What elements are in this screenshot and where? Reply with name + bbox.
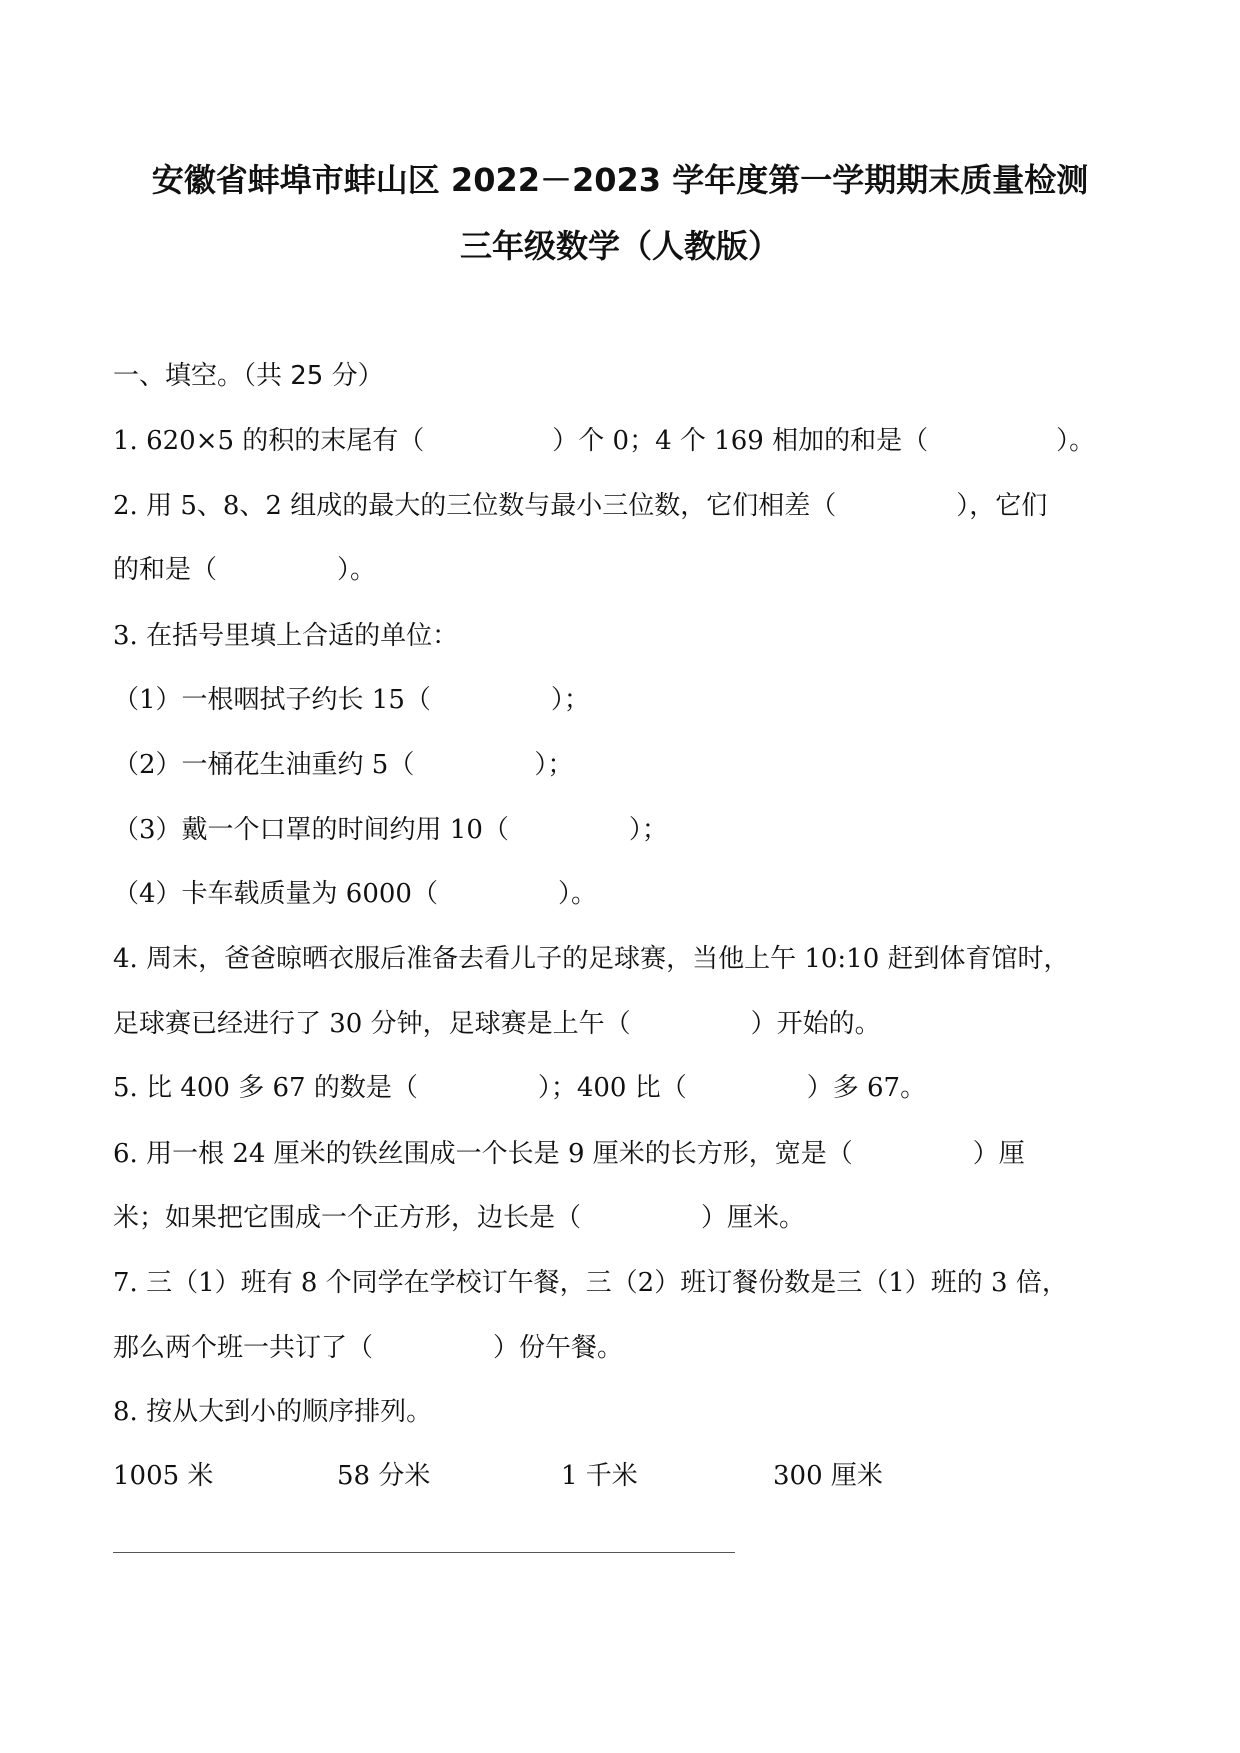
question-1 [113,423,1128,459]
question-text: ）厘 [972,1139,1025,1169]
question-5 [113,1070,1128,1106]
ordering-item: 300 厘米 [773,1461,883,1491]
question-2-continued [113,552,1128,588]
question-6-continued [113,1200,1128,1236]
exam-subtitle: 三年级数学（人教版） [459,227,780,265]
exam-title: 安徽省蚌埠市蚌山区 2022－2023 学年度第一学期期末质量检测 [151,161,1089,199]
question-text: ）开始的。 [750,1009,881,1039]
question-text: ）； [628,815,668,845]
question-3-item-1 [113,682,1128,718]
question-8: 8. 按从大到小的顺序排列。 [113,1397,433,1427]
question-text: ）； [550,685,590,715]
ordering-item: 1 千米 [561,1461,638,1491]
question-text: ）。 [1056,426,1096,456]
section-heading: 一、填空。（共 25 分） [113,361,384,391]
question-text: （1）一根咽拭子约长 15（ [113,685,431,715]
question-3: 3. 在括号里填上合适的单位： [113,621,459,651]
question-text: 的和是（ [113,555,218,585]
question-2 [113,488,1128,524]
question-6 [113,1136,1128,1172]
question-3-item-3 [113,812,1128,848]
question-text: ）个 0；4 个 169 相加的和是（ [552,426,929,456]
question-text: ）份午餐。 [493,1333,624,1363]
question-text: 那么两个班一共订了（ [113,1333,374,1363]
question-text: 足球赛已经进行了 30 分钟，足球赛是上午（ [113,1009,631,1039]
question-7-continued [113,1330,1128,1366]
question-text: 2. 用 5、8、2 组成的最大的三位数与最小三位数，它们相差（ [113,491,837,521]
question-3-item-4 [113,876,1128,912]
question-7: 7. 三（1）班有 8 个同学在学校订午餐，三（2）班订餐份数是三（1）班的 3 倍， [113,1268,1068,1298]
question-text: 米；如果把它围成一个正方形，边长是（ [113,1203,582,1233]
question-text: 5. 比 400 多 67 的数是（ [113,1073,418,1103]
question-text: （4）卡车载质量为 6000（ [113,879,438,909]
question-text: ）； [534,750,574,780]
question-text: （2）一桶花生油重约 5（ [113,750,415,780]
question-text: ）；400 比（ [537,1073,687,1103]
question-text: 6. 用一根 24 厘米的铁丝围成一个长是 9 厘米的长方形，宽是（ [113,1139,853,1169]
question-text: ）多 67。 [806,1073,927,1103]
question-4-continued [113,1006,1128,1042]
question-text: ），它们 [956,491,1048,521]
question-text: （3）戴一个口罩的时间约用 10（ [113,815,509,845]
ordering-item: 1005 米 [113,1461,214,1491]
question-text: ）。 [337,555,377,585]
ordering-item: 58 分米 [337,1461,431,1491]
answer-line[interactable] [113,1552,735,1553]
question-4: 4. 周末，爸爸晾晒衣服后准备去看儿子的足球赛，当他上午 10:10 赶到体育馆时， [113,944,1070,974]
question-text: ）厘米。 [701,1203,806,1233]
question-3-item-2 [113,747,1128,783]
question-text: 1. 620×5 的积的末尾有（ [113,426,425,456]
question-text: ）。 [557,879,597,909]
